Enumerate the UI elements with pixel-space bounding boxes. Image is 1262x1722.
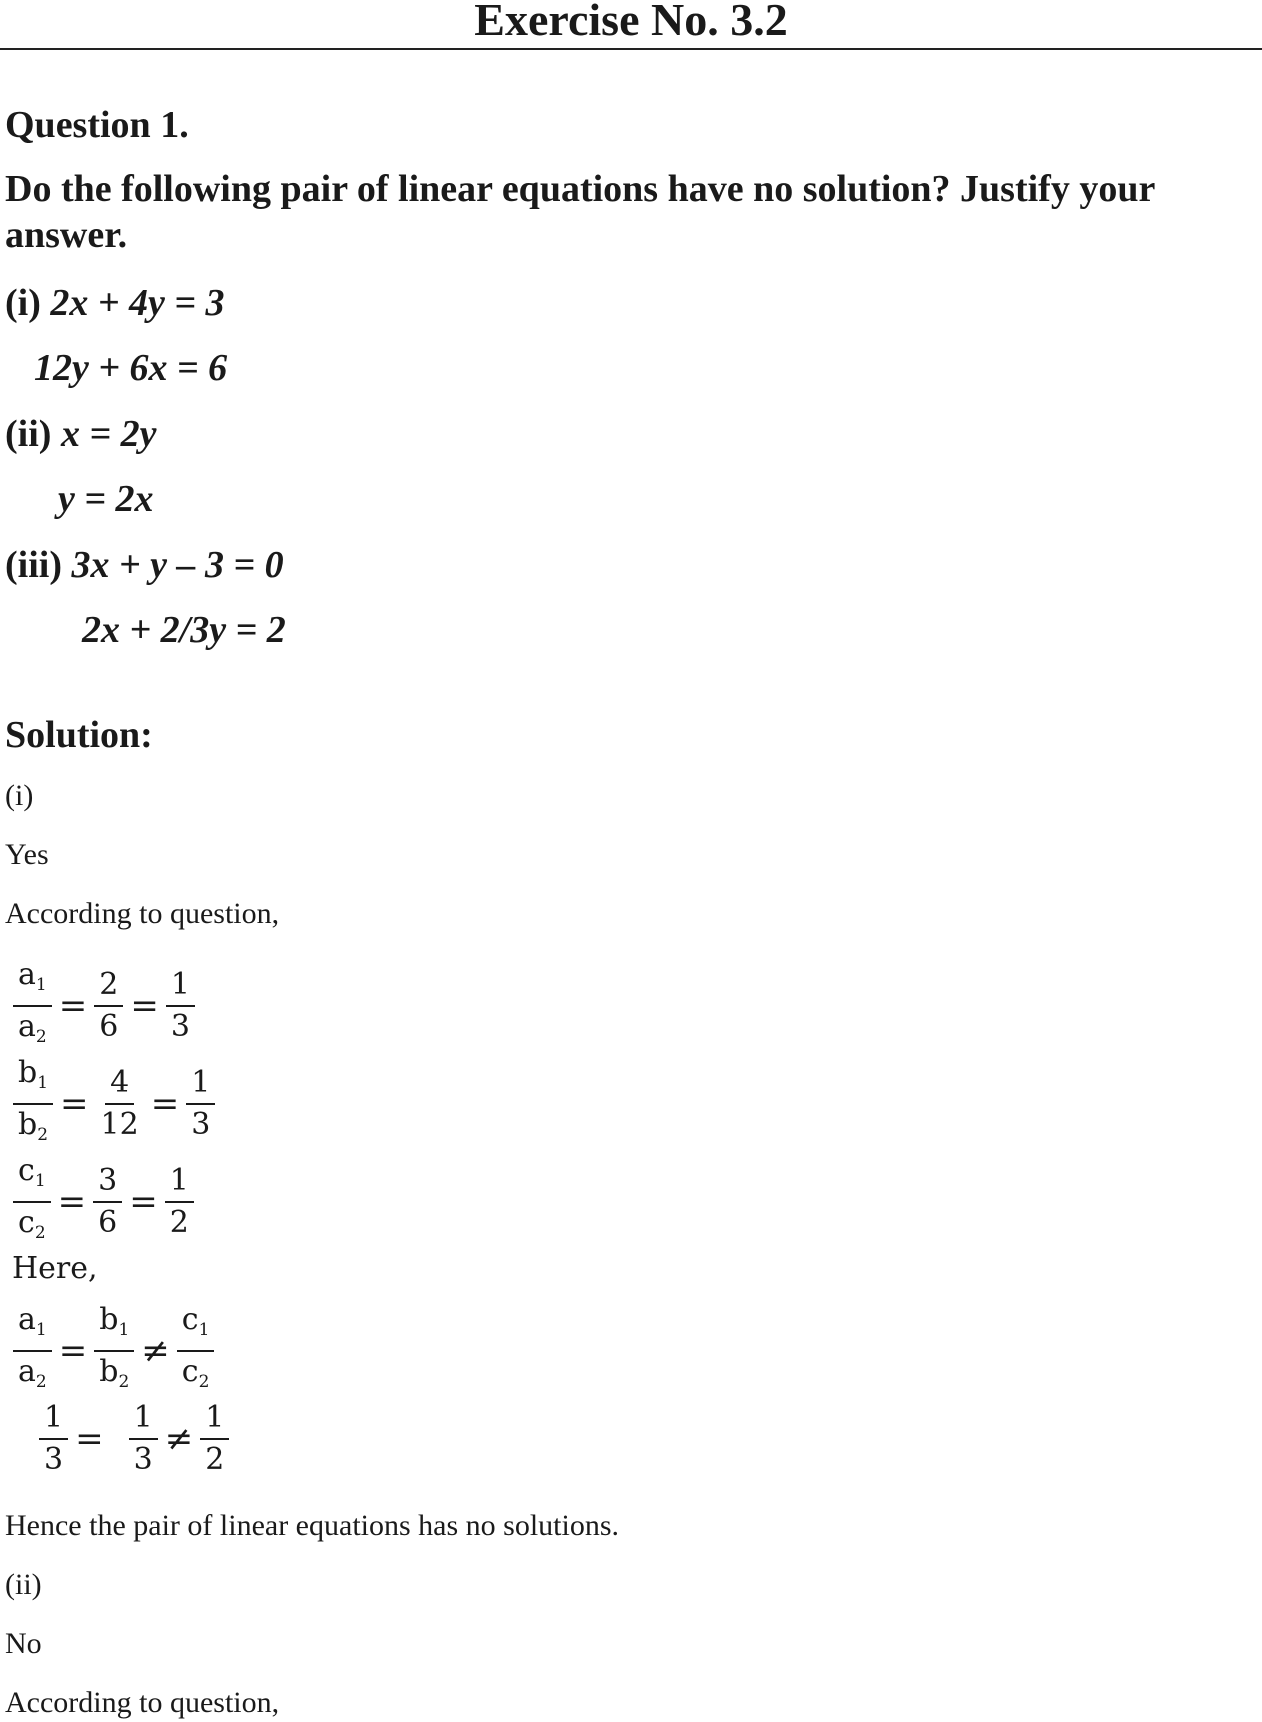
fraction-1-2 (165, 1161, 194, 1243)
c-v1-den: 6 (98, 1205, 118, 1240)
solution-part-i-answer: Yes (5, 838, 49, 871)
part-iii-equation-2 (82, 607, 286, 653)
fraction-b1-b2 (94, 1300, 134, 1402)
c-v2-den: 2 (169, 1205, 189, 1240)
fraction-a1-a2 (13, 955, 52, 1057)
cmp-b-den: b (99, 1354, 119, 1389)
fraction-1-3-second (129, 1398, 158, 1480)
numeric-comparison (36, 1398, 232, 1480)
solution-part-ii-answer: No (5, 1627, 42, 1660)
fraction-c1-c2 (177, 1300, 215, 1402)
solution-part-i-tag: (i) (5, 779, 34, 812)
fraction-a1-a2 (13, 1300, 52, 1402)
a-den-sub: 2 (35, 1027, 47, 1047)
solution-part-ii-intro: According to question, (5, 1686, 280, 1719)
ratio-c (10, 1151, 197, 1253)
fraction-3-6 (93, 1161, 122, 1243)
cmp-a-num-sub: 1 (35, 1320, 47, 1340)
a-num: a (18, 957, 36, 992)
equals-sign: = (75, 1419, 104, 1459)
a-v1-den: 6 (99, 1009, 119, 1044)
title-divider (0, 48, 1262, 50)
fraction-b1-b2 (13, 1053, 53, 1155)
cmp-f2-num: 1 (129, 1398, 158, 1440)
b-v1-den: 12 (100, 1107, 139, 1142)
cmp-f3-num: 1 (200, 1398, 229, 1440)
c-v2-num: 1 (165, 1161, 194, 1203)
cmp-a-num: a (18, 1302, 36, 1337)
not-equal-sign: ≠ (141, 1331, 170, 1371)
fraction-1-3 (166, 965, 195, 1047)
here-label: Here, (12, 1251, 98, 1286)
a-v2-num: 1 (166, 965, 195, 1007)
b-num-sub: 1 (37, 1073, 49, 1093)
symbolic-comparison (10, 1300, 217, 1402)
solution-part-ii-tag: (ii) (5, 1568, 42, 1601)
b-den: b (18, 1107, 38, 1142)
ratio-a (10, 955, 198, 1057)
c-num-sub: 1 (34, 1171, 46, 1191)
a-v1-num: 2 (94, 965, 123, 1007)
part-i-equation-2-text: 12y + 6x = 6 (34, 347, 228, 389)
cmp-b-den-sub: 2 (118, 1372, 130, 1392)
fraction-1-3-first (39, 1398, 68, 1480)
equals-sign: = (58, 1331, 88, 1371)
b-num: b (18, 1055, 38, 1090)
cmp-f3-den: 2 (205, 1442, 225, 1477)
part-ii-equation-1: x = 2y (60, 413, 157, 455)
part-ii-tag: (ii) (5, 413, 52, 455)
part-i-eq1 (5, 280, 225, 326)
c-num: c (18, 1153, 35, 1188)
cmp-f1-num: 1 (39, 1398, 68, 1440)
cmp-c-den-sub: 2 (198, 1372, 210, 1392)
part-ii-eq1 (5, 411, 156, 457)
question-prompt: Do the following pair of linear equations have no solution? Justify your answer. (5, 168, 1155, 256)
question-label: Question 1. (5, 104, 189, 146)
cmp-f2-den: 3 (133, 1442, 153, 1477)
cmp-c-den: c (181, 1354, 199, 1389)
cmp-f1-den: 3 (44, 1442, 64, 1477)
cmp-c-num: c (181, 1302, 199, 1337)
b-v2-den: 3 (191, 1107, 211, 1142)
b-v1-num: 4 (105, 1063, 134, 1105)
part-ii-equation-2 (58, 476, 154, 522)
fraction-c1-c2 (13, 1151, 51, 1253)
cmp-a-den-sub: 2 (35, 1372, 47, 1392)
fraction-1-3 (186, 1063, 215, 1145)
part-iii-eq1 (5, 542, 284, 588)
c-v1-num: 3 (93, 1161, 122, 1203)
solution-part-i-intro: According to question, (5, 897, 280, 930)
equals-sign: = (130, 986, 159, 1026)
fraction-4-12 (96, 1063, 144, 1145)
part-ii-equation-2-text: y = 2x (58, 478, 154, 520)
b-v2-num: 1 (186, 1063, 215, 1105)
a-num-sub: 1 (35, 975, 47, 995)
cmp-b-num-sub: 1 (118, 1320, 130, 1340)
c-den-sub: 2 (34, 1223, 46, 1243)
equals-sign: = (150, 1084, 180, 1124)
page-title: Exercise No. 3.2 (474, 0, 788, 45)
ratio-b (10, 1053, 218, 1155)
not-equal-sign: ≠ (164, 1419, 194, 1459)
cmp-a-den: a (18, 1354, 36, 1389)
equals-sign: = (60, 1084, 89, 1124)
a-den: a (18, 1009, 36, 1044)
fraction-1-2 (200, 1398, 229, 1480)
fraction-2-6 (94, 965, 123, 1047)
equals-sign: = (58, 986, 88, 1026)
part-i-equation-1: 2x + 4y = 3 (50, 282, 225, 324)
solution-heading: Solution: (5, 714, 153, 756)
part-iii-tag: (iii) (5, 544, 62, 586)
part-i-tag: (i) (5, 282, 41, 324)
part-i-equation-2 (34, 345, 227, 391)
solution-part-i-conclusion: Hence the pair of linear equations has no solutions. (5, 1509, 620, 1542)
equals-sign: = (129, 1182, 158, 1222)
part-iii-equation-2-text: 2x + 2/3y = 2 (82, 609, 286, 651)
b-den-sub: 2 (37, 1125, 49, 1145)
equals-sign: = (57, 1182, 87, 1222)
c-den: c (18, 1205, 35, 1240)
cmp-c-num-sub: 1 (198, 1320, 210, 1340)
a-v2-den: 3 (170, 1009, 190, 1044)
part-iii-equation-1: 3x + y – 3 = 0 (71, 544, 284, 586)
cmp-b-num: b (99, 1302, 119, 1337)
